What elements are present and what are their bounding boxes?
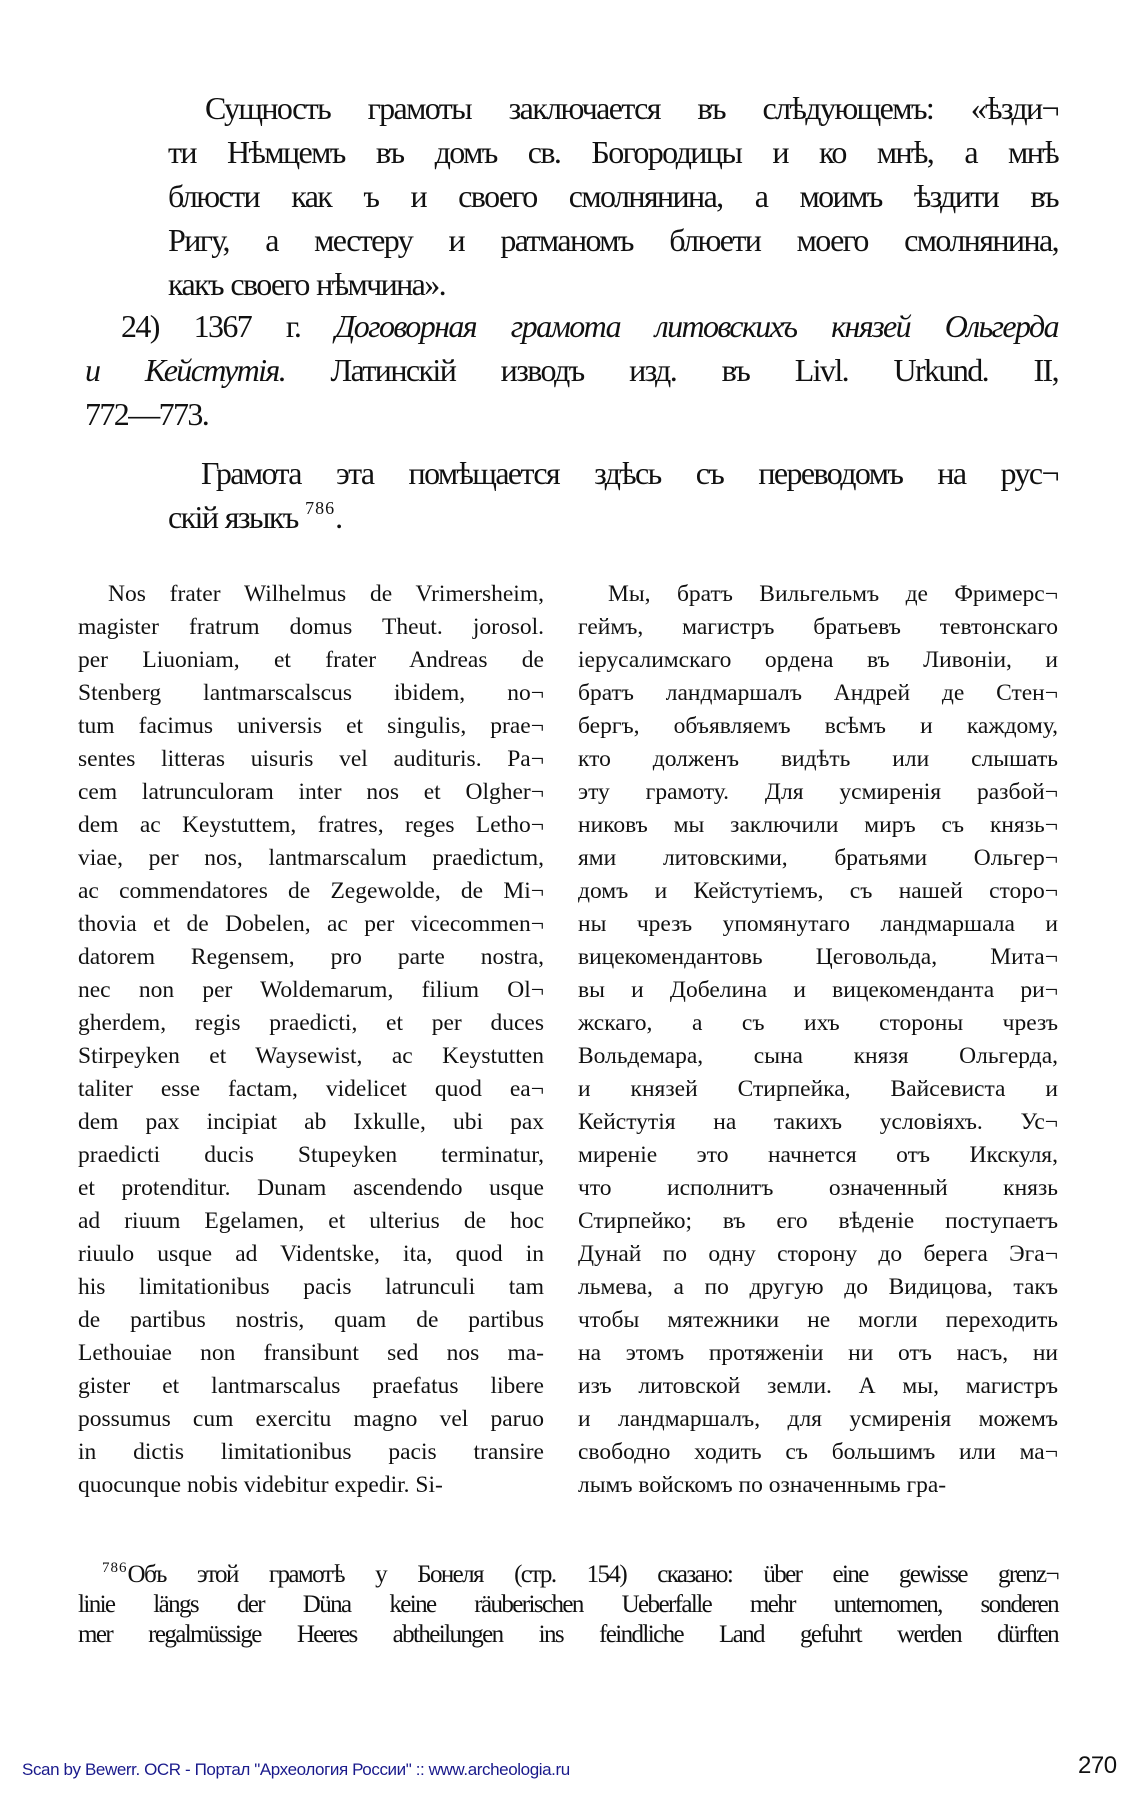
russian-line: эту грамоту. Для усмиренія разбой¬ — [578, 779, 1058, 805]
translation-note-line-1: Грамота эта помѣщается здѣсь съ переводомъ на рус¬ — [201, 455, 1058, 491]
latin-line: in dictis limitationibus pacis transire — [78, 1439, 544, 1465]
footnote-786 — [78, 1560, 1058, 1650]
russian-line: и князей Стирпейка, Вайсевиста и — [578, 1076, 1058, 1102]
intro-line: блюсти как ъ и своего смолнянина, а моимъ ѣздити въ — [168, 178, 1058, 214]
latin-line: cem latrunculoram inter nos et Olgher¬ — [78, 779, 544, 805]
russian-line: и ландмаршалъ, для усмиренія можемъ — [578, 1406, 1058, 1432]
russian-line: Кейстутія на такихъ условіяхъ. Ус¬ — [578, 1109, 1058, 1135]
latin-line: praedicti ducis Stupeyken terminatur, — [78, 1142, 544, 1168]
russian-line: лымъ войскомъ по означеннымь гра- — [578, 1472, 947, 1498]
latin-line: gister et lantmarscalus praefatus libere — [78, 1373, 544, 1399]
intro-line: Сущность грамоты заключается въ слѣдующемъ: «ѣзди¬ — [205, 90, 1058, 126]
latin-line: per Liuoniam, et frater Andreas de — [78, 647, 544, 673]
page-number: 270 — [1078, 1752, 1117, 1779]
latin-line: Stirpeyken et Waysewist, ac Keystutten — [78, 1043, 544, 1069]
latin-line: Nos frater Wilhelmus de Vrimersheim, — [108, 581, 544, 607]
russian-line: жскаго, а съ ихъ стороны чрезъ — [578, 1010, 1058, 1036]
latin-line: quocunque nobis videbitur expedir. Si- — [78, 1472, 443, 1498]
footnote-line-1 — [78, 1560, 1058, 1590]
latin-line: his limitationibus pacis latrunculi tam — [78, 1274, 544, 1300]
intro-line: какъ своего нѣмчина». — [168, 266, 446, 302]
russian-line: Мы, братъ Вильгельмъ де Фримерс¬ — [608, 581, 1058, 607]
translation-note-period: . — [335, 499, 342, 535]
russian-translation-column — [578, 578, 1058, 1502]
russian-line: ны чрезъ упомянутаго ландмаршала и — [578, 911, 1058, 937]
russian-line: Дунай по одну сторону до берега Эга¬ — [578, 1241, 1058, 1267]
latin-line: dem ac Keystuttem, fratres, reges Letho¬ — [78, 812, 544, 838]
latin-line: gherdem, regis praedicti, et per duces — [78, 1010, 544, 1036]
intro-line: Ригу, а местеру и ратманомъ блюети моего смолнянина, — [168, 222, 1058, 258]
russian-line: Стирпейко; въ его вѣденіе поступаетъ — [578, 1208, 1058, 1234]
russian-line: миреніе это начнется отъ Икскуля, — [578, 1142, 1058, 1168]
latin-line: tum facimus universis et singulis, prae¬ — [78, 713, 544, 739]
russian-line: Вольдемара, сына князя Ольгерда, — [578, 1043, 1058, 1069]
latin-line: datorem Regensem, pro parte nostra, — [78, 944, 544, 970]
latin-line: ac commendatores de Zegewolde, de Mi¬ — [78, 878, 544, 904]
latin-line: de partibus nostris, quam de partibus — [78, 1307, 544, 1333]
item-title-cont: и Кейстутія. — [85, 352, 286, 388]
footnote-line-3: mer regalmüssige Heeres abtheilungen ins feindliche Land gefuhrt werden dürften — [78, 1621, 1058, 1648]
latin-line: et protenditur. Dunam ascendendo usque — [78, 1175, 544, 1201]
russian-line: братъ ландмаршалъ Андрей де Стен¬ — [578, 680, 1058, 706]
item-24-line-3: 772—773. — [85, 396, 209, 432]
translation-note — [168, 451, 1058, 539]
translation-note-line-2 — [168, 495, 1058, 539]
item-24-line-2 — [85, 348, 1058, 392]
latin-line: sentes litteras uisuris vel audituris. Pa¬ — [78, 746, 544, 772]
footnote-line-2: linie längs der Düna keine räuberischen Ueberfalle mehr unternomen, sonderen — [78, 1591, 1058, 1618]
latin-line: possumus cum exercitu magno vel paruo — [78, 1406, 544, 1432]
latin-line: Stenberg lantmarscalscus ibidem, no¬ — [78, 680, 544, 706]
russian-line: вы и Добелина и вицекоменданта ри¬ — [578, 977, 1058, 1003]
scan-credit-link[interactable]: Scan by Bewerr. OCR - Портал "Археология России" :: www.archeologia.ru — [22, 1760, 570, 1779]
latin-line: viae, per nos, lantmarscalum praedictum, — [78, 845, 544, 871]
russian-line: іерусалимскаго ордена въ Ливоніи, и — [578, 647, 1058, 673]
intro-line: ти Нѣмцемъ въ домъ св. Богородицы и ко мнѣ, а мнѣ — [168, 134, 1058, 170]
item-number: 24) 1367 г. — [121, 308, 301, 344]
russian-line: домъ и Кейстутіемъ, съ нашей сторо¬ — [578, 878, 1058, 904]
russian-line: льмева, а по другую до Видицова, такъ — [578, 1274, 1058, 1300]
footnote-number: 786 — [102, 1560, 128, 1576]
intro-paragraph — [168, 86, 1058, 306]
latin-line: magister fratrum domus Theut. jorosol. — [78, 614, 544, 640]
russian-line: свободно ходить съ большимъ или ма¬ — [578, 1439, 1058, 1465]
latin-text-column — [78, 578, 544, 1502]
russian-line: чтобы мятежники не могли переходить — [578, 1307, 1058, 1333]
latin-line: nec non per Woldemarum, filium Ol¬ — [78, 977, 544, 1003]
russian-line: вицекомендантовь Цеговольда, Мита¬ — [578, 944, 1058, 970]
latin-line: taliter esse factam, videlicet quod ea¬ — [78, 1076, 544, 1102]
latin-line: thovia et de Dobelen, ac per vicecommen¬ — [78, 911, 544, 937]
item-source: Латинскій изводъ изд. въ Livl. Urkund. II, — [330, 352, 1058, 388]
russian-line: ями литовскими, братьями Ольгер¬ — [578, 845, 1058, 871]
russian-line: кто долженъ видѣть или слышать — [578, 746, 1058, 772]
russian-line: никовъ мы заключили миръ съ князь¬ — [578, 812, 1058, 838]
footnote-reference[interactable]: 786 — [305, 498, 336, 518]
russian-line: на этомъ протяженіи ни отъ насъ, ни — [578, 1340, 1058, 1366]
item-24-entry — [85, 304, 1058, 436]
latin-line: riuulo usque ad Videntske, ita, quod in — [78, 1241, 544, 1267]
latin-line: ad riuum Egelamen, et ulterius de hoc — [78, 1208, 544, 1234]
russian-line: геймъ, магистръ братьевъ тевтонскаго — [578, 614, 1058, 640]
translation-note-text: скій языкъ — [168, 499, 298, 535]
item-title: Договорная грамота литовскихъ князей Ольгерда — [334, 308, 1058, 344]
item-24-line-1 — [85, 304, 1058, 348]
latin-line: Lethouiae non fransibunt sed nos ma- — [78, 1340, 544, 1366]
footnote-text: Объ этой грамотѣ у Бонеля (стр. 154) сказано: über eine gewisse grenz¬ — [127, 1561, 1058, 1588]
russian-line: что исполнитъ означенный князь — [578, 1175, 1058, 1201]
russian-line: бергъ, объявляемъ всѣмъ и каждому, — [578, 713, 1058, 739]
russian-line: изъ литовской земли. А мы, магистръ — [578, 1373, 1058, 1399]
latin-line: dem pax incipiat ab Ixkulle, ubi pax — [78, 1109, 544, 1135]
